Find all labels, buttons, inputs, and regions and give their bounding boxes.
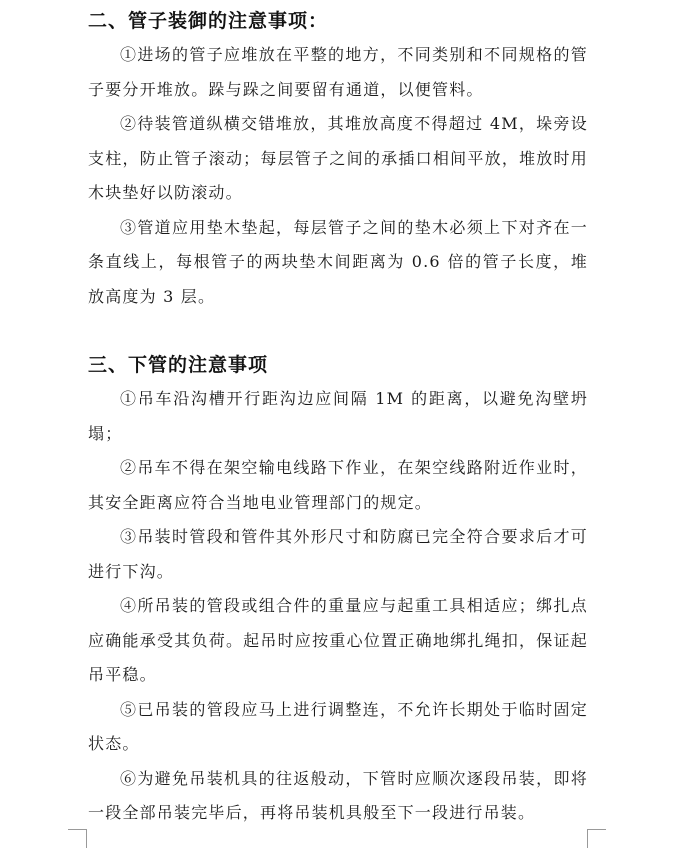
paragraph-pipe-lowering-6: ⑥为避免吊装机具的往返般动，下管时应顺次逐段吊装，即将一段全部吊装完毕后，再将吊装机具般至下一段进行吊装。 (88, 768, 588, 822)
paragraph-pipe-lowering-4: ④所吊装的管段或组合件的重量应与起重工具相适应；绑扎点应确能承受其负荷。起吊时应按重心位置正确地绑扎绳扣，保证起吊平稳。 (88, 596, 588, 684)
section-spacer (88, 314, 588, 348)
section-heading-pipe-handling: 二、管子装御的注意事项： (88, 10, 329, 32)
paragraph-pipe-lowering-5: ⑤已吊装的管段应马上进行调整连，不允许长期处于临时固定状态。 (88, 699, 588, 753)
paragraph-pipe-handling-1: ①进场的管子应堆放在平整的地方，不同类别和不同规格的管子要分开堆放。跺与跺之间要留有通道，以便管料。 (88, 45, 588, 99)
paragraph-pipe-handling-3: ③管道应用垫木垫起，每层管子之间的垫木必须上下对齐在一条直线上，每根管子的两块垫木间距离为 0.6 倍的管子长度，堆放高度为 3 层。 (88, 217, 588, 306)
paragraph-pipe-lowering-1: ①吊车沿沟槽开行距沟边应间隔 1M 的距离，以避免沟壁坍塌； (88, 389, 588, 443)
page-corner-mark-right (587, 829, 606, 848)
document-body (88, 4, 588, 831)
paragraph-pipe-lowering-2: ②吊车不得在架空输电线路下作业，在架空线路附近作业时，其安全距离应符合当地电业管理部门的规定。 (88, 458, 588, 512)
paragraph-pipe-handling-2: ②待装管道纵横交错堆放，其堆放高度不得超过 4M，垛旁设支柱，防止管子滚动；每层管子之间的承插口相间平放，堆放时用木块垫好以防滚动。 (88, 114, 588, 202)
paragraph-pipe-lowering-3: ③吊装时管段和管件其外形尺寸和防腐已完全符合要求后才可进行下沟。 (88, 527, 588, 581)
section-heading-pipe-lowering: 三、下管的注意事项 (88, 354, 269, 376)
page-corner-mark-left (68, 829, 87, 848)
